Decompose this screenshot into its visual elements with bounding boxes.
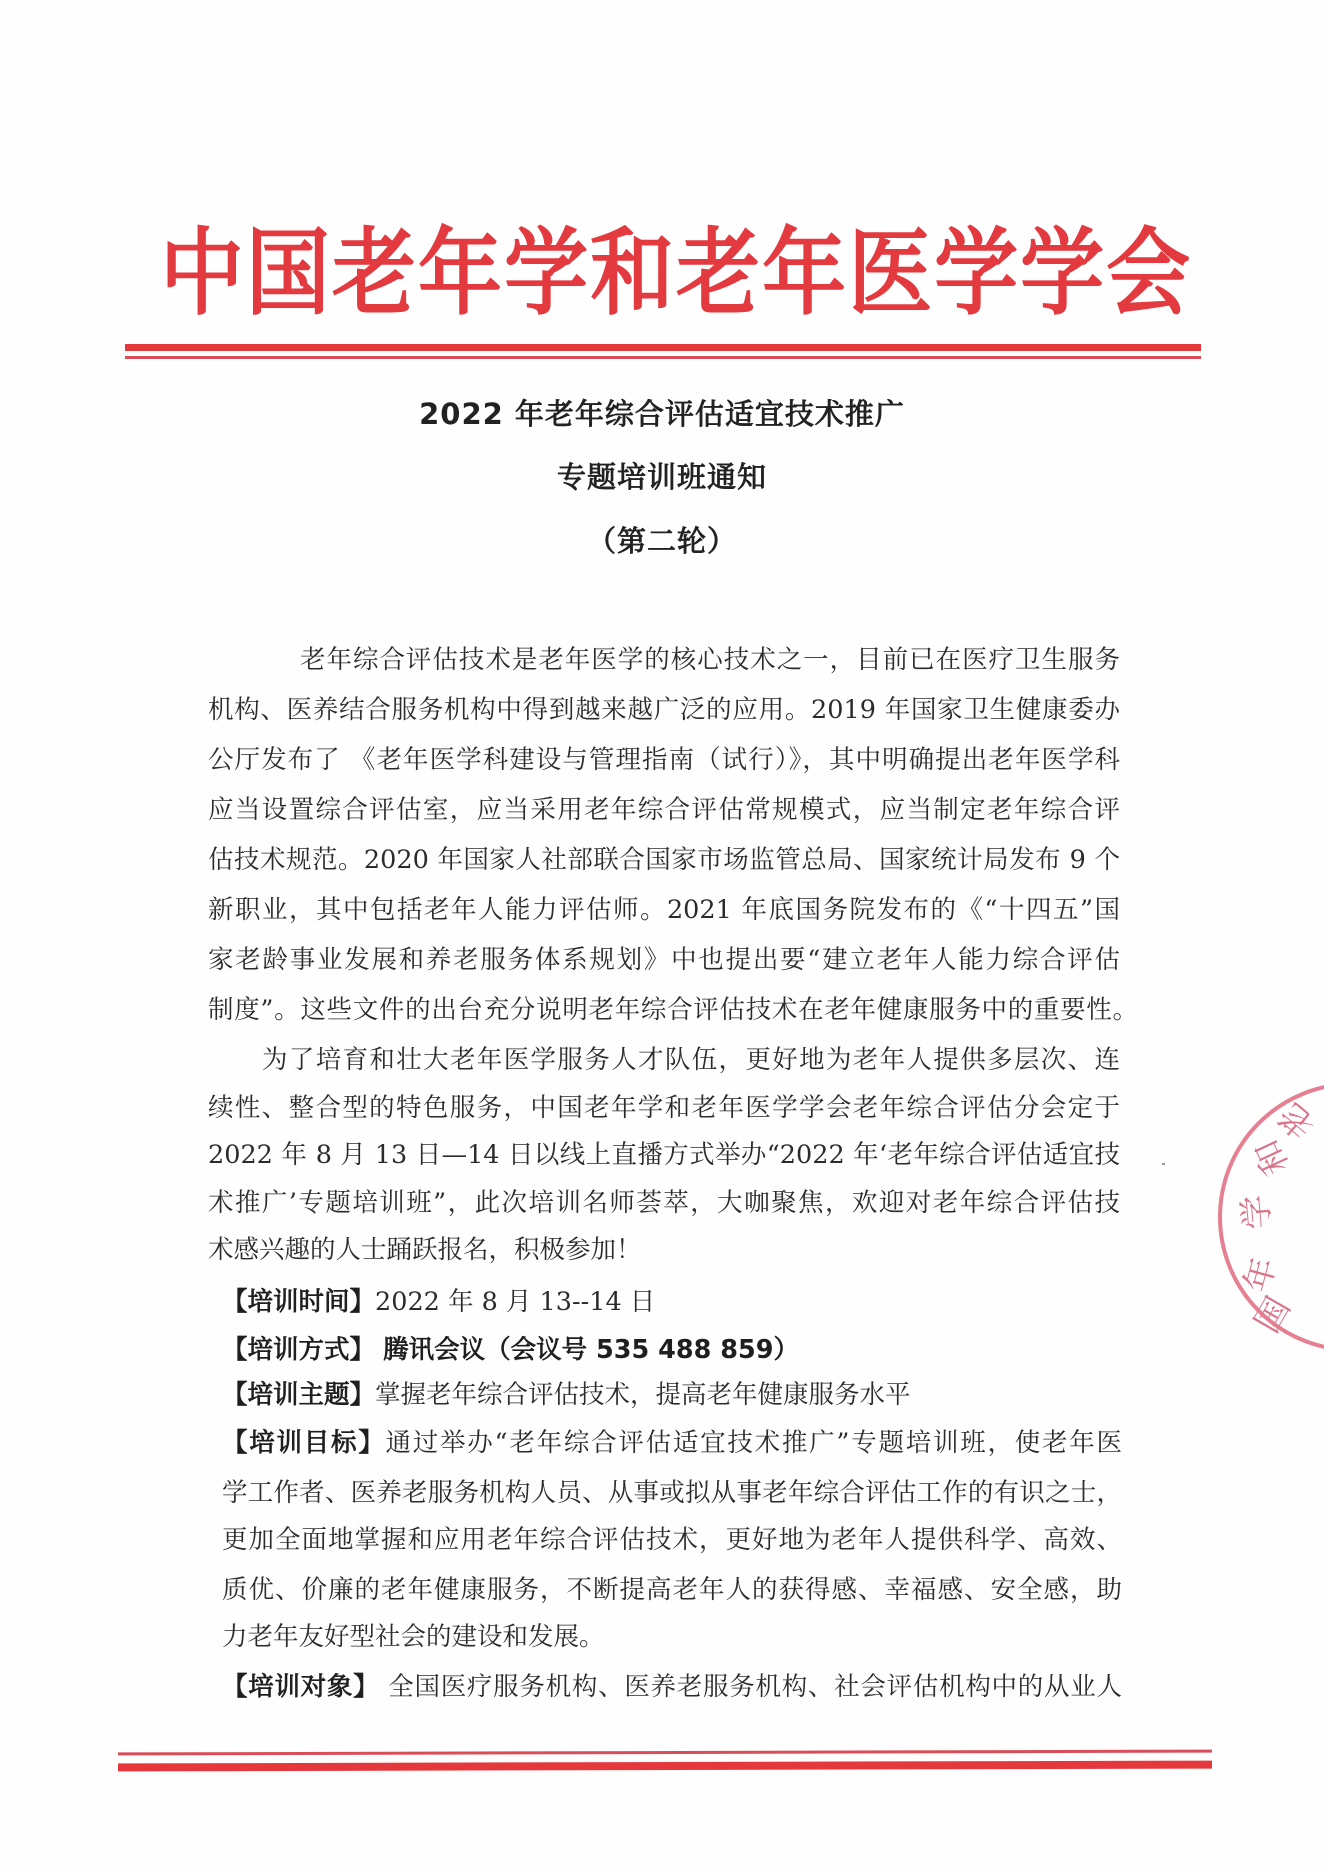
training-goal-line: 更加全面地掌握和应用老年综合评估技术，更好地为老年人提供科学、高效、: [222, 1525, 1122, 1555]
notice-title-round: （第二轮）: [586, 524, 737, 558]
training-theme-label: 【培训主题】: [222, 1380, 376, 1410]
masthead-char: 医: [848, 217, 935, 328]
paragraph1-line: 制度”。这些文件的出台充分说明老年综合评估技术在老年健康服务中的重要性。: [208, 995, 1138, 1025]
paragraph1-line: 应当设置综合评估室，应当采用老年综合评估常规模式，应当制定老年综合评: [208, 795, 1120, 825]
training-method-label: 【培训方式】: [222, 1335, 376, 1365]
header-rule-thin: [125, 356, 1201, 359]
training-goal: [222, 1423, 1122, 1463]
training-audience: [222, 1667, 1122, 1707]
training-time-label: 【培训时间】: [222, 1287, 376, 1317]
masthead-char: 年: [762, 217, 849, 328]
paragraph2-line: 为了培育和壮大老年医学服务人才队伍，更好地为老年人提供多层次、连: [262, 1045, 1120, 1075]
masthead-char: 和: [590, 217, 677, 328]
masthead-char: 会: [1106, 217, 1193, 328]
seal-char: 国: [1247, 1290, 1299, 1340]
paragraph2-line: 术感兴趣的人士踊跃报名，积极参加！: [208, 1235, 642, 1265]
paragraph1-line: 家老龄事业发展和养老服务体系规划》中也提出要“建立老年人能力综合评估: [208, 945, 1120, 975]
masthead-char: 老: [676, 217, 763, 328]
training-goal-line: 力老年友好型社会的建设和发展。: [222, 1622, 605, 1652]
training-time-value: 2022 年 8 月 13--14 日: [375, 1287, 656, 1317]
paragraph2-line: 续性、整合型的特色服务，中国老年学和老年医学学会老年综合评估分会定于: [208, 1093, 1120, 1123]
training-goal-line: 质优、价廉的老年健康服务，不断提高老年人的获得感、幸福感、安全感，助: [222, 1575, 1122, 1605]
masthead-char: 学: [934, 217, 1021, 328]
paragraph1-line: 估技术规范。2020 年国家人社部联合国家市场监管总局、国家统计局发布 9 个: [208, 845, 1120, 875]
masthead-char: 年: [418, 217, 505, 328]
notice-title-line1: 2022 年老年综合评估适宜技术推广: [419, 397, 905, 431]
training-method-value: 腾讯会议（会议号 535 488 859）: [383, 1335, 799, 1365]
masthead-char: 学: [1020, 217, 1107, 328]
training-time: [222, 1282, 1122, 1322]
organization-masthead: [160, 217, 1193, 328]
footer-rule-thick: [118, 1761, 1212, 1772]
header-rule-thick: [125, 344, 1201, 351]
training-goal-line: 学工作者、医养老服务机构人员、从事或拟从事老年综合评估工作的有识之士，: [222, 1478, 1122, 1508]
seal-char: 和: [1246, 1133, 1298, 1181]
seal-char: 老: [1271, 1093, 1323, 1147]
seal-char: 年: [1237, 1253, 1285, 1297]
seal-char: 学: [1235, 1193, 1279, 1231]
training-method: [222, 1330, 1122, 1370]
training-audience-label: 【培训对象】: [222, 1672, 380, 1702]
paragraph2-line: 2022 年 8 月 13 日—14 日以线上直播方式举办“2022 年‘老年综合评估适宜技: [208, 1140, 1120, 1170]
training-audience-value: 全国医疗服务机构、医养老服务机构、社会评估机构中的从业人: [388, 1672, 1122, 1702]
training-theme: [222, 1375, 1122, 1415]
training-theme-value: 掌握老年综合评估技术，提高老年健康服务水平: [375, 1380, 911, 1410]
paragraph1-line: 机构、医养结合服务机构中得到越来越广泛的应用。2019 年国家卫生健康委办: [208, 695, 1120, 725]
masthead-char: 中: [160, 217, 247, 328]
masthead-char: 老: [332, 217, 419, 328]
scan-artifact: [1162, 1163, 1165, 1165]
training-goal-label: 【培训目标】: [222, 1428, 386, 1458]
paragraph1-line: 老年综合评估技术是老年医学的核心技术之一，目前已在医疗卫生服务: [300, 645, 1120, 675]
paragraph1-line: 公厅发布了 《老年医学科建设与管理指南（试行）》，其中明确提出老年医学科: [208, 745, 1120, 775]
paragraph1-line: 新职业，其中包括老年人能力评估师。2021 年底国务院发布的《“十四五”国: [208, 895, 1120, 925]
masthead-char: 学: [504, 217, 591, 328]
training-goal-first-line: 通过举办“老年综合评估适宜技术推广”专题培训班，使老年医: [385, 1428, 1122, 1458]
masthead-char: 国: [246, 217, 333, 328]
notice-title-line2: 专题培训班通知: [556, 460, 767, 494]
footer-rule-thin: [118, 1750, 1212, 1756]
paragraph2-line: 术推广’专题培训班”，此次培训名师荟萃，大咖聚焦，欢迎对老年综合评估技: [208, 1188, 1120, 1218]
